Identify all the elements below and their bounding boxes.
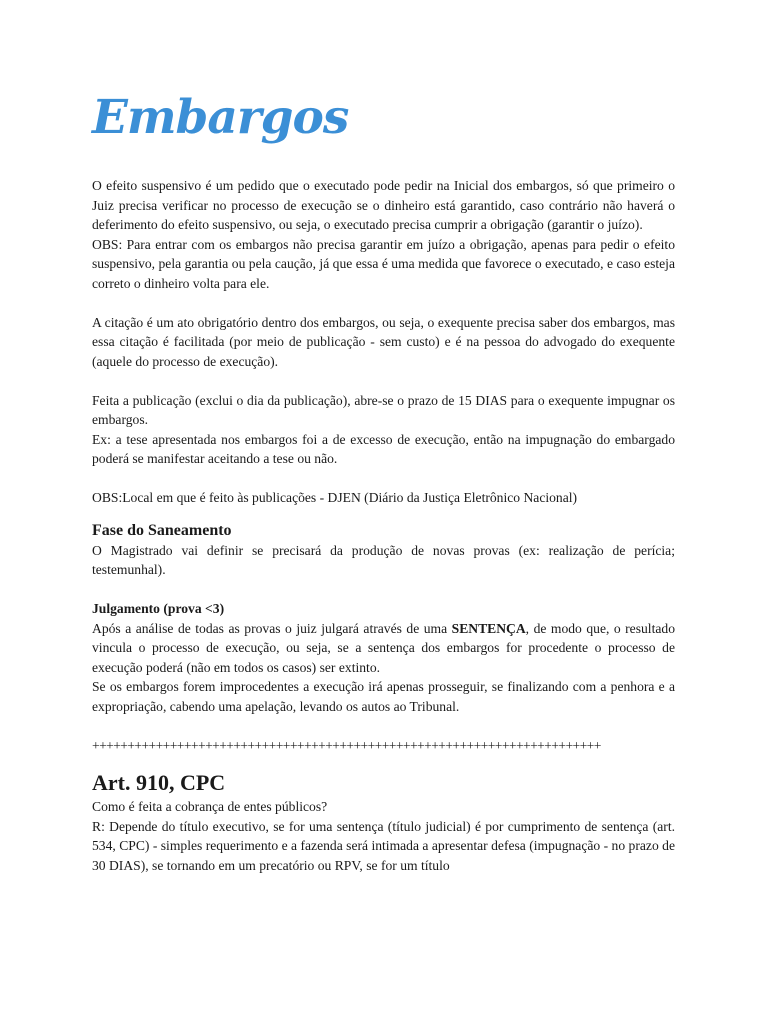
sentenca-text-before: Após a análise de todas as provas o juiz julgará através de uma [92, 620, 452, 636]
sentenca-bold-term: SENTENÇA [451, 620, 526, 636]
paragraph-obs-garantia: OBS: Para entrar com os embargos não precisa garantir em juízo a obrigação, apenas para pedir o efeito suspensivo, pela garantia ou pela caução, já que essa é uma medida que favorece o executado, e caso esteja correto o dinheiro volta para ele. [92, 236, 675, 291]
paragraph-magistrado: O Magistrado vai definir se precisará da produção de novas provas (ex: realização de perícia; testemunhal). [92, 542, 675, 577]
plus-separator: ++++++++++++++++++++++++++++++++++++++++++++++++++++++++++++++++++++++++ [92, 737, 601, 753]
paragraph-exemplo-tese: Ex: a tese apresentada nos embargos foi a de excesso de execução, então na impugnação do embargado poderá se manifestar aceitando a tese ou não. [92, 431, 675, 466]
paragraph-prazo-impugnacao: Feita a publicação (exclui o dia da publicação), abre-se o prazo de 15 DIAS para o exequente impugnar os embargos. [92, 392, 675, 427]
blank-line [92, 469, 675, 489]
paragraph-pergunta-entes: Como é feita a cobrança de entes públicos? [92, 799, 328, 814]
blank-line [92, 580, 675, 600]
paragraph-citacao: A citação é um ato obrigatório dentro dos embargos, ou seja, o exequente precisa saber dos embargos, mas essa citação é facilitada (por meio de publicação - sem custo) e é na pessoa do advogado do exequente (aquele do processo de execução). [92, 314, 675, 369]
heading-fase-saneamento: Fase do Saneamento [92, 521, 232, 539]
paragraph-resposta-titulo: R: Depende do título executivo, se for uma sentença (título judicial) é por cumprimento de sentença (art. 534, CPC) - simples requerimento e a fazenda será intimada a apresentar defesa (impugnação - no prazo de 30 DIAS), se tornando em um precatório ou RPV, se for um título [92, 818, 675, 873]
sentenca-text-after: , de modo que, o resultado vincula o processo de execução, ou seja, se a sentença dos embargos for procedente o processo de execução poderá (não em todos os casos) ser extinto. [92, 620, 675, 675]
heading-julgamento: Julgamento (prova <3) [92, 601, 225, 616]
blank-line [92, 371, 675, 391]
paragraph-efeito-suspensivo: O efeito suspensivo é um pedido que o executado pode pedir na Inicial dos embargos, só que primeiro o Juiz precisa verificar no processo de execução se o dinheiro está garantido, caso contrário não haverá o deferimento do efeito suspensivo, ou seja, o executado precisa cumprir a obrigação (garantir o juízo). [92, 178, 675, 232]
blank-line [92, 755, 675, 769]
blank-line [92, 293, 675, 313]
heading-art-910: Art. 910, CPC [92, 770, 226, 795]
document-title: Embargos [92, 90, 349, 145]
paragraph-sentenca [92, 619, 675, 678]
paragraph-obs-djen: OBS:Local em que é feito às publicações - DJEN (Diário da Justiça Eletrônico Nacional) [92, 490, 578, 505]
paragraph-improcedentes: Se os embargos forem improcedentes a execução irá apenas prosseguir, se finalizando com a penhora e a expropriação, cabendo uma apelação, levando os autos ao Tribunal. [92, 679, 675, 714]
blank-line [92, 716, 675, 736]
document-body [92, 176, 675, 875]
